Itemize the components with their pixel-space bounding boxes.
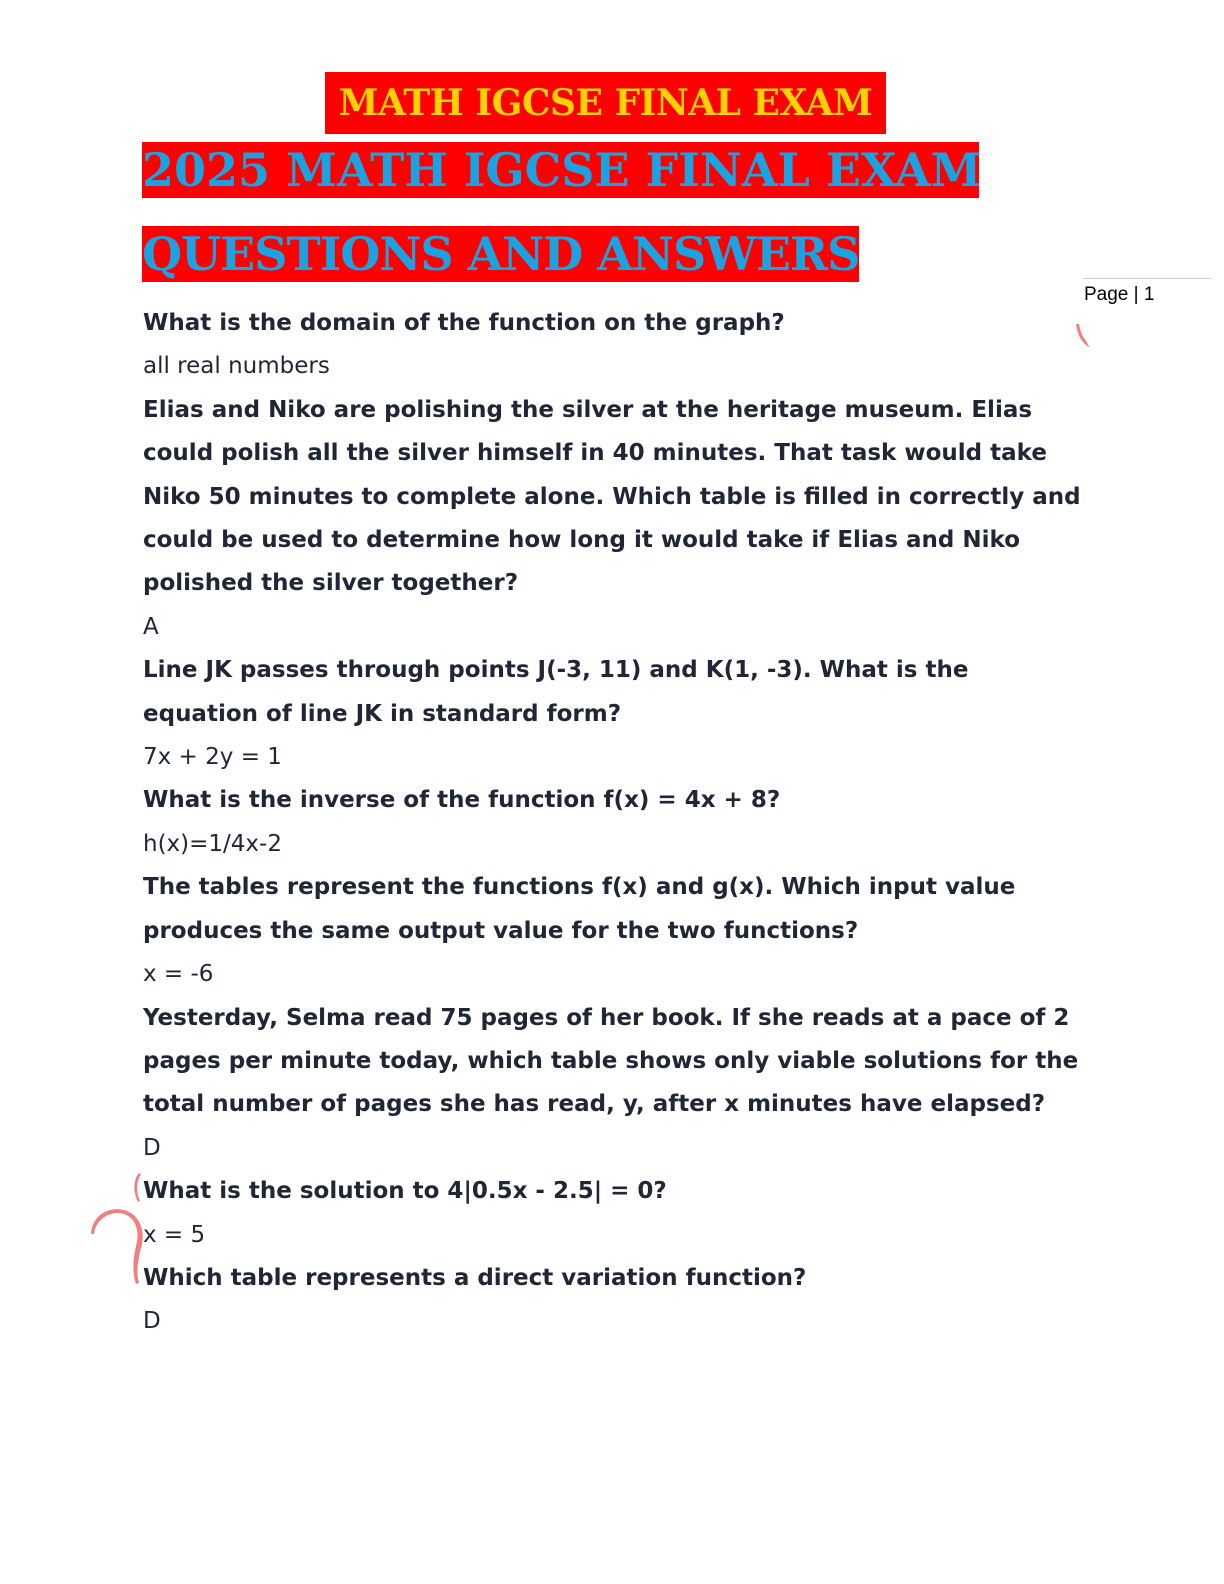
pink-hook-mark-icon xyxy=(86,1204,148,1288)
answer-8: D xyxy=(143,1308,161,1335)
title-line-2: 2025 MATH IGCSE FINAL EXAM xyxy=(142,143,982,197)
answer-2: A xyxy=(143,613,159,640)
title-line-3: QUESTIONS AND ANSWERS xyxy=(142,227,860,281)
question-8: Which table represents a direct variation function? xyxy=(143,1264,807,1291)
question-answer-list xyxy=(143,302,1083,1344)
question-5: The tables represent the functions f(x) and g(x). Which input value produces the same output value for the two functions? xyxy=(143,874,1016,944)
title-line-1: MATH IGCSE FINAL EXAM xyxy=(325,72,886,134)
question-4: What is the inverse of the function f(x) = 4x + 8? xyxy=(143,787,781,814)
answer-7: x = 5 xyxy=(143,1221,206,1248)
question-1: What is the domain of the function on the graph? xyxy=(143,310,785,336)
question-7: What is the solution to 4|0.5x - 2.5| = 0? xyxy=(143,1178,667,1205)
page-number-rule xyxy=(1083,278,1212,279)
answer-3: 7x + 2y = 1 xyxy=(143,744,282,771)
question-6: Yesterday, Selma read 75 pages of her book. If she reads at a pace of 2 pages per minute today, which table shows only viable solutions for the total number of pages she has read, y, after x minutes have elapsed? xyxy=(143,1004,1079,1118)
page-number: Page | 1 xyxy=(1084,284,1155,305)
answer-1: all real numbers xyxy=(143,353,330,380)
answer-4: h(x)=1/4x-2 xyxy=(143,830,282,857)
question-2: Elias and Niko are polishing the silver at the heritage museum. Elias could polish all the silver himself in 40 minutes. That task would take Niko 50 minutes to complete alone. Which table is filled in correctly and could be used to determine how long it would take if Elias and Niko polished the silver together? xyxy=(143,396,1081,597)
answer-5: x = -6 xyxy=(143,961,214,988)
question-3: Line JK passes through points J(-3, 11) and K(1, -3). What is the equation of line JK in standard form? xyxy=(143,657,969,727)
answer-6: D xyxy=(143,1134,161,1161)
